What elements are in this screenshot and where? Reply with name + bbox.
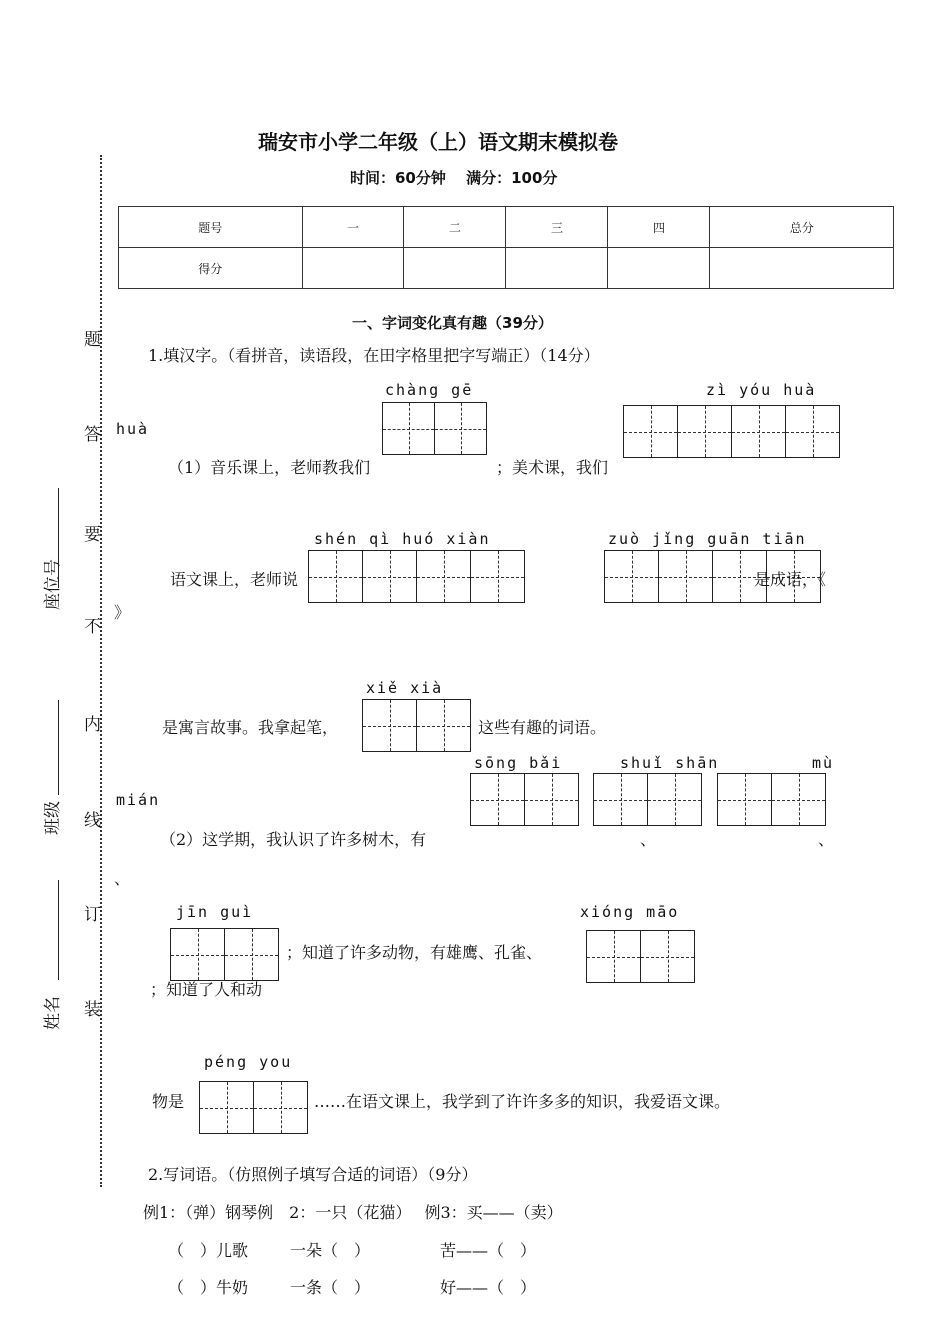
pinyin-label: xiě xià: [366, 679, 444, 697]
text-line: 是成语，《: [754, 570, 827, 589]
fill-item[interactable]: 好——（ ）: [440, 1278, 537, 1297]
tianzige-grid[interactable]: [586, 930, 695, 983]
binding-char: 线: [84, 811, 101, 831]
table-header: 一: [302, 207, 404, 248]
fill-item[interactable]: 一朵（ ）: [290, 1241, 371, 1260]
score-table: [118, 206, 894, 289]
tianzige-grid[interactable]: [470, 773, 579, 826]
separator: 、: [640, 830, 657, 849]
tianzige-grid[interactable]: [382, 402, 487, 455]
pinyin-label: sōng bǎi: [474, 754, 563, 772]
exam-info: 时间：60分钟 满分：100分: [350, 169, 558, 187]
seat-number-field[interactable]: [58, 488, 60, 588]
score-cell[interactable]: [404, 248, 506, 289]
separator: 、: [818, 830, 835, 849]
tianzige-grid[interactable]: [199, 1081, 308, 1134]
class-field[interactable]: [58, 700, 60, 795]
text-line: ；美术课，我们: [496, 458, 609, 477]
table-header: 总分: [710, 207, 894, 248]
section-heading: 一、字词变化真有趣（39分）: [352, 314, 553, 332]
tianzige-grid[interactable]: [308, 550, 525, 603]
name-label: 姓名: [43, 996, 63, 1030]
name-field[interactable]: [58, 880, 60, 980]
fill-item[interactable]: （ ）牛奶: [168, 1278, 249, 1297]
separator: 、: [114, 869, 131, 888]
fill-item[interactable]: （ ）儿歌: [168, 1241, 249, 1260]
binding-char: 不: [84, 617, 101, 637]
text-line: ；知道了人和动: [150, 980, 263, 999]
pinyin-label: péng you: [204, 1053, 293, 1071]
tianzige-grid[interactable]: [170, 928, 279, 981]
seat-number-label: 座位号: [43, 559, 63, 610]
page-title: 瑞安市小学二年级（上）语文期末模拟卷: [258, 130, 618, 154]
score-row-label: 得分: [119, 248, 303, 289]
fill-item[interactable]: 一条（ ）: [290, 1278, 371, 1297]
tianzige-grid[interactable]: [593, 773, 702, 826]
score-cell[interactable]: [506, 248, 608, 289]
pinyin-label: shén qì huó xiàn: [314, 530, 491, 548]
pinyin-label: xióng māo: [580, 903, 680, 921]
binding-char: 答: [84, 425, 101, 445]
text-line: （1）音乐课上，老师教我们: [168, 458, 371, 477]
table-row: [119, 248, 894, 289]
pinyin-label: jīn guì: [176, 903, 254, 921]
table-header: 四: [608, 207, 710, 248]
pinyin-label: zuò jǐng guān tiān: [608, 530, 807, 548]
pinyin-label: zì yóu huà: [706, 381, 817, 399]
table-header: 题号: [119, 207, 303, 248]
pinyin-label: mián: [116, 791, 161, 809]
table-row: [119, 207, 894, 248]
binding-char: 内: [84, 715, 101, 735]
binding-char: 题: [84, 330, 101, 350]
pinyin-label: mù: [812, 754, 835, 772]
text-line: ……在语文课上，我学到了许许多多的知识，我爱语文课。: [314, 1092, 731, 1111]
binding-char: 要: [84, 525, 101, 545]
binding-dotted-line: [100, 155, 102, 1187]
score-cell[interactable]: [608, 248, 710, 289]
pinyin-label: huà: [116, 420, 150, 438]
tianzige-grid[interactable]: [362, 699, 471, 752]
text-line: 是寓言故事。我拿起笔，: [162, 718, 339, 737]
pinyin-label: shuǐ shān: [620, 754, 720, 772]
tianzige-grid[interactable]: [623, 405, 840, 458]
score-cell[interactable]: [302, 248, 404, 289]
table-header: 三: [506, 207, 608, 248]
binding-char: 订: [84, 905, 101, 925]
fill-item[interactable]: 苦——（ ）: [440, 1241, 537, 1260]
text-line: ；知道了许多动物，有雄鹰、孔雀、: [286, 943, 543, 962]
score-cell[interactable]: [710, 248, 894, 289]
question-prompt: 1.填汉字。（看拼音，读语段，在田字格里把字写端正）（14分）: [148, 346, 600, 365]
question-prompt: 2.写词语。（仿照例子填写合适的词语）（9分）: [148, 1165, 478, 1184]
binding-char: 装: [84, 1000, 101, 1020]
text-line: 物是: [152, 1092, 185, 1111]
text-line: 》: [114, 603, 131, 622]
table-header: 二: [404, 207, 506, 248]
example-line: 例1：（弹）钢琴例 2：一只（花猫） 例3：买——（卖）: [143, 1203, 563, 1222]
text-line: 语文课上，老师说: [170, 570, 299, 589]
text-line: 这些有趣的词语。: [478, 718, 607, 737]
class-label: 班级: [43, 801, 63, 835]
pinyin-label: chàng gē: [385, 381, 474, 399]
text-line: （2）这学期，我认识了许多树木，有: [160, 830, 427, 849]
tianzige-grid[interactable]: [717, 773, 826, 826]
